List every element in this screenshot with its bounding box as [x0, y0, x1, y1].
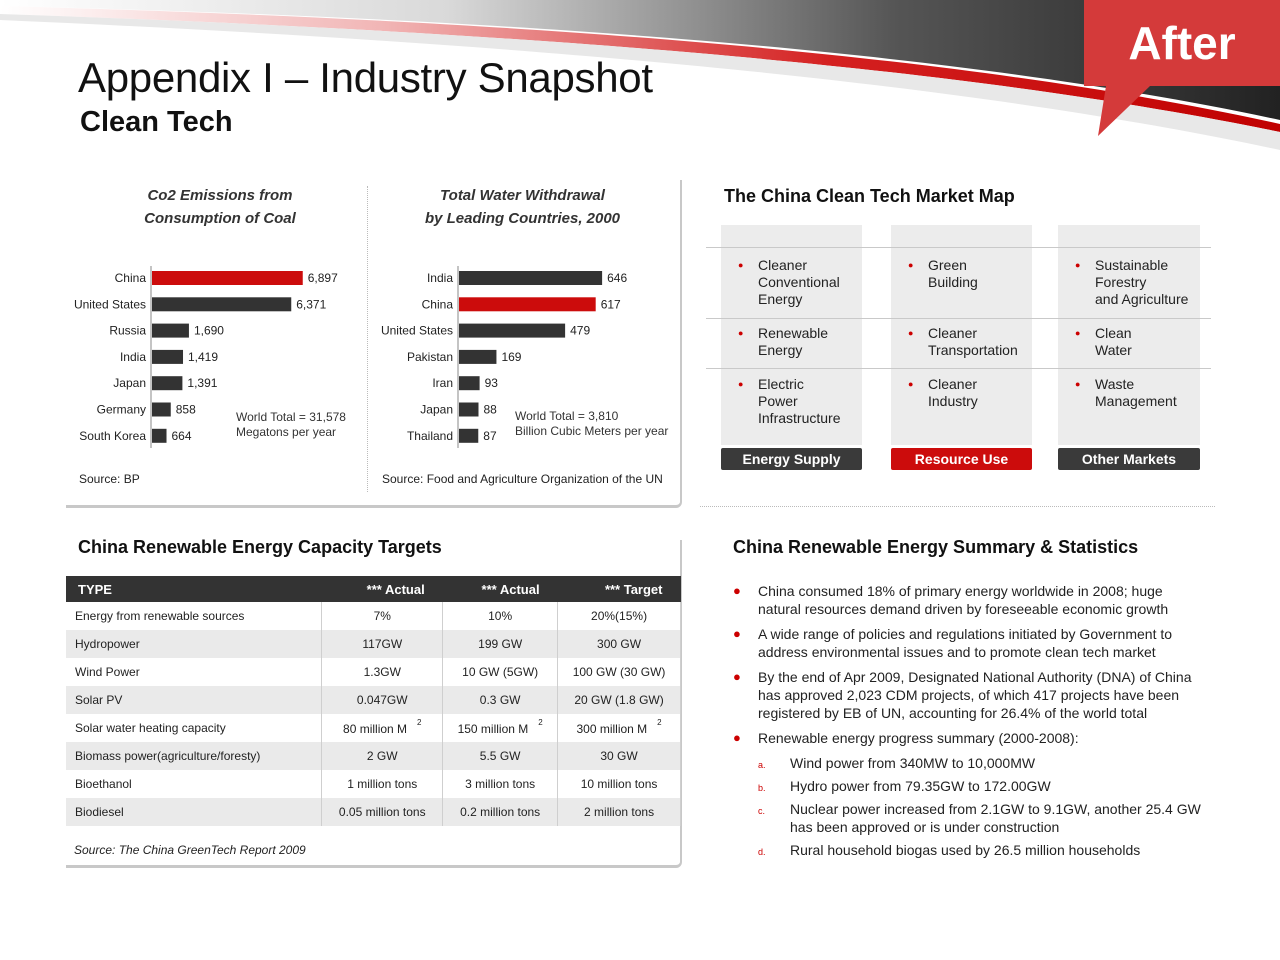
sub-item-text: Hydro power from 79.35GW to 172.00GW [790, 778, 1051, 794]
header-target: *** Target [558, 576, 681, 602]
summary-sub-item [758, 754, 1203, 772]
market-map-item-line: Transportation [928, 342, 1018, 358]
water-bar [459, 429, 478, 443]
water-category-label: Pakistan [406, 349, 453, 364]
co2-category-label: United States [73, 297, 146, 312]
cell-text: 3 million tons [465, 777, 536, 791]
water-world-total-note [515, 409, 668, 439]
sub-item-marker: b. [758, 783, 766, 793]
co2-category-label: Japan [113, 376, 146, 391]
co2-bar [152, 403, 171, 417]
market-map-item-line: Infrastructure [758, 410, 841, 426]
cell-text: 1.3GW [363, 665, 401, 679]
co2-category-label: Russia [109, 323, 146, 338]
market-map-item-line: Water [1095, 342, 1132, 358]
cell-text: 0.047GW [356, 693, 408, 707]
market-map-item-line: Power [758, 393, 798, 409]
right-section-separator [700, 506, 1215, 507]
co2-category-label: Germany [96, 402, 146, 417]
table-cell-value [443, 798, 558, 826]
table-cell-type [66, 770, 322, 798]
market-map-item-line: Conventional [758, 274, 840, 290]
co2-value-label: 858 [175, 402, 196, 417]
table-cell-type [66, 714, 322, 742]
co2-source: Source: BP [79, 472, 140, 486]
table-cell-type [66, 686, 322, 714]
header-actual-1: *** Actual [322, 576, 443, 602]
market-map-item [908, 325, 1018, 359]
cell-text: 20%(15%) [591, 609, 648, 623]
cell-text: 80 million M [343, 721, 408, 736]
energy-supply-button[interactable]: Energy Supply [721, 448, 862, 470]
cell-text: Wind Power [75, 665, 140, 679]
table-row [66, 714, 681, 742]
cell-text: 300 GW [597, 637, 642, 651]
table-row [66, 602, 681, 630]
table-row [66, 742, 681, 770]
market-map-item [1075, 376, 1177, 410]
table-cell-value [322, 630, 443, 658]
market-map-item-line: Sustainable [1095, 257, 1169, 273]
water-category-label: Thailand [406, 428, 453, 443]
market-map-item-line: Electric [758, 376, 804, 392]
summary-sub-item [758, 800, 1203, 836]
market-map-item-line: Industry [928, 393, 978, 409]
cell-text: Energy from renewable sources [75, 609, 245, 623]
table-cell-value [558, 630, 681, 658]
sub-item-text: Nuclear power increased from 2.1GW to 9.1GW, another 25.4 GW has been approved or is under construction [790, 801, 1201, 835]
cell-text: 199 GW [478, 637, 523, 651]
water-value-label: 88 [483, 402, 497, 417]
cell-text: Solar PV [75, 693, 123, 707]
cell-text: 1 million tons [347, 777, 418, 791]
bullet-icon: ● [733, 583, 741, 598]
bullet-icon: ● [1075, 379, 1081, 389]
squared-superscript: 2 [538, 717, 543, 727]
co2-bar [152, 324, 189, 338]
co2-category-label: China [114, 271, 146, 285]
summary-bullet [733, 668, 1203, 722]
cell-text: Solar water heating capacity [75, 721, 226, 735]
bullet-icon: ● [738, 328, 744, 338]
market-map-item [738, 376, 841, 427]
co2-bar [152, 297, 291, 311]
market-map-heading: The China Clean Tech Market Map [724, 186, 1015, 206]
cell-text: 5.5 GW [479, 749, 521, 763]
market-map-item-line: Building [928, 274, 978, 290]
market-map-item-line: Cleaner [928, 376, 978, 392]
table-row [66, 798, 681, 826]
co2-value-label: 664 [171, 428, 192, 443]
summary-bullet-text: By the end of Apr 2009, Designated National Authority (DNA) of China has approved 2,023 CDM projects, of which 417 projects have been registered by EB of UN, accounting for 26.4% of the world total [758, 669, 1192, 721]
co2-world-total-note [236, 410, 346, 440]
summary-bullet-text: China consumed 18% of primary energy worldwide in 2008; huge natural resources demand driven by foreseeable economic growth [758, 583, 1169, 617]
water-category-label: China [421, 297, 453, 312]
market-map-item [1075, 325, 1132, 359]
table-cell-value [558, 714, 681, 742]
table-cell-value [558, 770, 681, 798]
cell-text: 10 GW (5GW) [462, 665, 539, 679]
cell-text: 10% [488, 609, 513, 623]
table-row [66, 770, 681, 798]
water-category-label: India [426, 271, 453, 285]
co2-note-line1: World Total = 31,578 [236, 410, 346, 424]
market-map-item-line: and Agriculture [1095, 291, 1189, 307]
water-value-label: 169 [501, 349, 522, 364]
table-cell-type [66, 798, 322, 826]
sub-item-text: Wind power from 340MW to 10,000MW [790, 755, 1036, 771]
co2-title-line1: Co2 Emissions from [147, 187, 293, 204]
table-cell-value [322, 686, 443, 714]
water-bar [459, 403, 478, 417]
bullet-icon: ● [738, 379, 744, 389]
summary-bullet-text: A wide range of policies and regulations initiated by Government to address environmental issues and to promote clean tech market [758, 626, 1173, 660]
co2-value-label: 1,391 [187, 376, 218, 391]
table-cell-value [322, 658, 443, 686]
market-map-item-line: Green [928, 257, 967, 273]
cell-text: Biomass power(agriculture/foresty) [75, 749, 261, 763]
water-value-label: 617 [600, 297, 621, 312]
co2-category-label: India [119, 349, 146, 364]
sub-item-text: Rural household biogas used by 26.5 million households [790, 842, 1141, 858]
co2-note-line2: Megatons per year [236, 425, 337, 439]
header-type: TYPE [66, 576, 322, 602]
summary-bullet-text: Renewable energy progress summary (2000-2008): [758, 730, 1079, 746]
cell-text: 0.2 million tons [460, 805, 541, 819]
table-cell-value [443, 770, 558, 798]
water-category-label: Japan [420, 402, 453, 417]
co2-value-label: 6,371 [296, 297, 327, 312]
market-map-item-line: Waste [1095, 376, 1135, 392]
bullet-icon: ● [733, 626, 741, 641]
table-cell-value [443, 714, 558, 742]
water-category-label: United States [380, 323, 453, 338]
water-value-label: 646 [607, 271, 628, 285]
summary-sub-item [758, 841, 1203, 859]
co2-value-label: 1,690 [193, 323, 224, 338]
co2-value-label: 6,897 [307, 271, 338, 285]
bullet-icon: ● [738, 260, 744, 270]
water-value-label: 93 [484, 376, 498, 391]
cell-text: 2 GW [366, 749, 398, 763]
map-divider-top [706, 247, 1211, 248]
water-bar [459, 324, 565, 338]
table-cell-value [443, 630, 558, 658]
bullet-icon: ● [908, 328, 914, 338]
cell-text: Bioethanol [75, 777, 132, 791]
table-cell-value [322, 742, 443, 770]
bullet-icon: ● [1075, 260, 1081, 270]
summary-sub-item [758, 777, 1203, 795]
co2-category-label: South Korea [79, 428, 146, 443]
table-row [66, 630, 681, 658]
water-note-line2: Billion Cubic Meters per year [515, 424, 669, 438]
table-cell-value [558, 686, 681, 714]
table-cell-type [66, 658, 322, 686]
co2-chart-title [100, 184, 340, 230]
summary-bullet [733, 582, 1203, 618]
bullet-icon: ● [908, 260, 914, 270]
cell-text: 7% [373, 609, 391, 623]
table-cell-value [558, 798, 681, 826]
co2-bar [152, 376, 182, 390]
cell-text: 0.05 million tons [338, 805, 426, 819]
table-cell-value [322, 714, 443, 742]
table-cell-type [66, 630, 322, 658]
market-map-item-line: Renewable [758, 325, 829, 341]
water-source: Source: Food and Agriculture Organization of the UN [382, 472, 663, 486]
capacity-table-title: China Renewable Energy Capacity Targets [78, 537, 442, 557]
summary-list [733, 582, 1203, 864]
capacity-source: Source: The China GreenTech Report 2009 [74, 843, 306, 857]
resource-use-button[interactable]: Resource Use [891, 448, 1032, 470]
other-markets-button[interactable]: Other Markets [1058, 448, 1200, 470]
market-map-item-line: Cleaner [758, 257, 808, 273]
bullet-icon: ● [908, 379, 914, 389]
table-cell-value [558, 742, 681, 770]
table-cell-value [443, 602, 558, 630]
cell-text: 2 million tons [584, 805, 655, 819]
market-map-item-line: Forestry [1095, 274, 1147, 290]
table-row [66, 658, 681, 686]
co2-bar [152, 350, 183, 364]
map-divider-bottom [706, 368, 1211, 369]
water-bar [459, 350, 496, 364]
table-cell-value [443, 686, 558, 714]
page-subtitle: Clean Tech [80, 106, 233, 138]
capacity-table [66, 576, 681, 826]
table-cell-value [558, 602, 681, 630]
market-map-item-line: Management [1095, 393, 1177, 409]
table-cell-value [322, 798, 443, 826]
co2-title-line2: Consumption of Coal [144, 210, 296, 227]
header-actual-2: *** Actual [443, 576, 558, 602]
market-map-item-line: Clean [1095, 325, 1132, 341]
market-map-item [738, 257, 840, 308]
bullet-icon: ● [1075, 328, 1081, 338]
cell-text: 30 GW [600, 749, 638, 763]
summary-bullet [733, 729, 1203, 747]
co2-value-label: 1,419 [188, 349, 219, 364]
table-cell-value [443, 742, 558, 770]
summary-heading: China Renewable Energy Summary & Statistics [733, 537, 1139, 557]
market-map-item [908, 376, 978, 410]
after-badge: After [1128, 17, 1236, 69]
water-value-label: 87 [483, 428, 497, 443]
cell-text: 117GW [362, 637, 403, 651]
table-cell-value [322, 770, 443, 798]
water-bar [459, 297, 596, 311]
sub-item-marker: a. [758, 760, 766, 770]
table-cell-value [322, 602, 443, 630]
squared-superscript: 2 [657, 717, 662, 727]
market-map-item-line: Energy [758, 342, 803, 358]
market-map-item-line: Cleaner [928, 325, 978, 341]
table-row [66, 686, 681, 714]
cell-text: 300 million M [576, 721, 648, 736]
table-cell-type [66, 602, 322, 630]
water-value-label: 479 [570, 323, 591, 338]
water-chart-title [395, 184, 650, 230]
page-title: Appendix I – Industry Snapshot [78, 54, 653, 101]
market-map-item [908, 257, 978, 291]
cell-text: 0.3 GW [479, 693, 521, 707]
water-bar [459, 376, 480, 390]
bullet-icon: ● [733, 669, 741, 684]
cell-text: Biodiesel [75, 805, 124, 819]
squared-superscript: 2 [417, 717, 422, 727]
market-map-item-line: Energy [758, 291, 803, 307]
table-cell-value [443, 658, 558, 686]
water-title-line1: Total Water Withdrawal [440, 187, 605, 204]
market-map-item [1075, 257, 1189, 308]
cell-text: 20 GW (1.8 GW) [574, 693, 664, 707]
co2-bar [152, 429, 167, 443]
cell-text: 150 million M [457, 721, 529, 736]
water-bar [459, 271, 602, 285]
summary-bullet [733, 625, 1203, 661]
table-cell-type [66, 742, 322, 770]
sub-item-marker: d. [758, 847, 766, 857]
water-note-line1: World Total = 3,810 [515, 409, 619, 423]
co2-bar [152, 271, 303, 285]
summary-sub-list [758, 754, 1203, 859]
sub-item-marker: c. [758, 806, 766, 816]
cell-text: Hydropower [75, 637, 140, 651]
water-title-line2: by Leading Countries, 2000 [424, 210, 621, 227]
cell-text: 100 GW (30 GW) [572, 665, 666, 679]
table-header-row [66, 576, 681, 602]
cell-text: 10 million tons [580, 777, 658, 791]
bullet-icon: ● [733, 730, 741, 745]
table-cell-value [558, 658, 681, 686]
map-divider-middle [706, 318, 1211, 319]
market-map-item [738, 325, 829, 359]
water-category-label: Iran [432, 376, 453, 391]
